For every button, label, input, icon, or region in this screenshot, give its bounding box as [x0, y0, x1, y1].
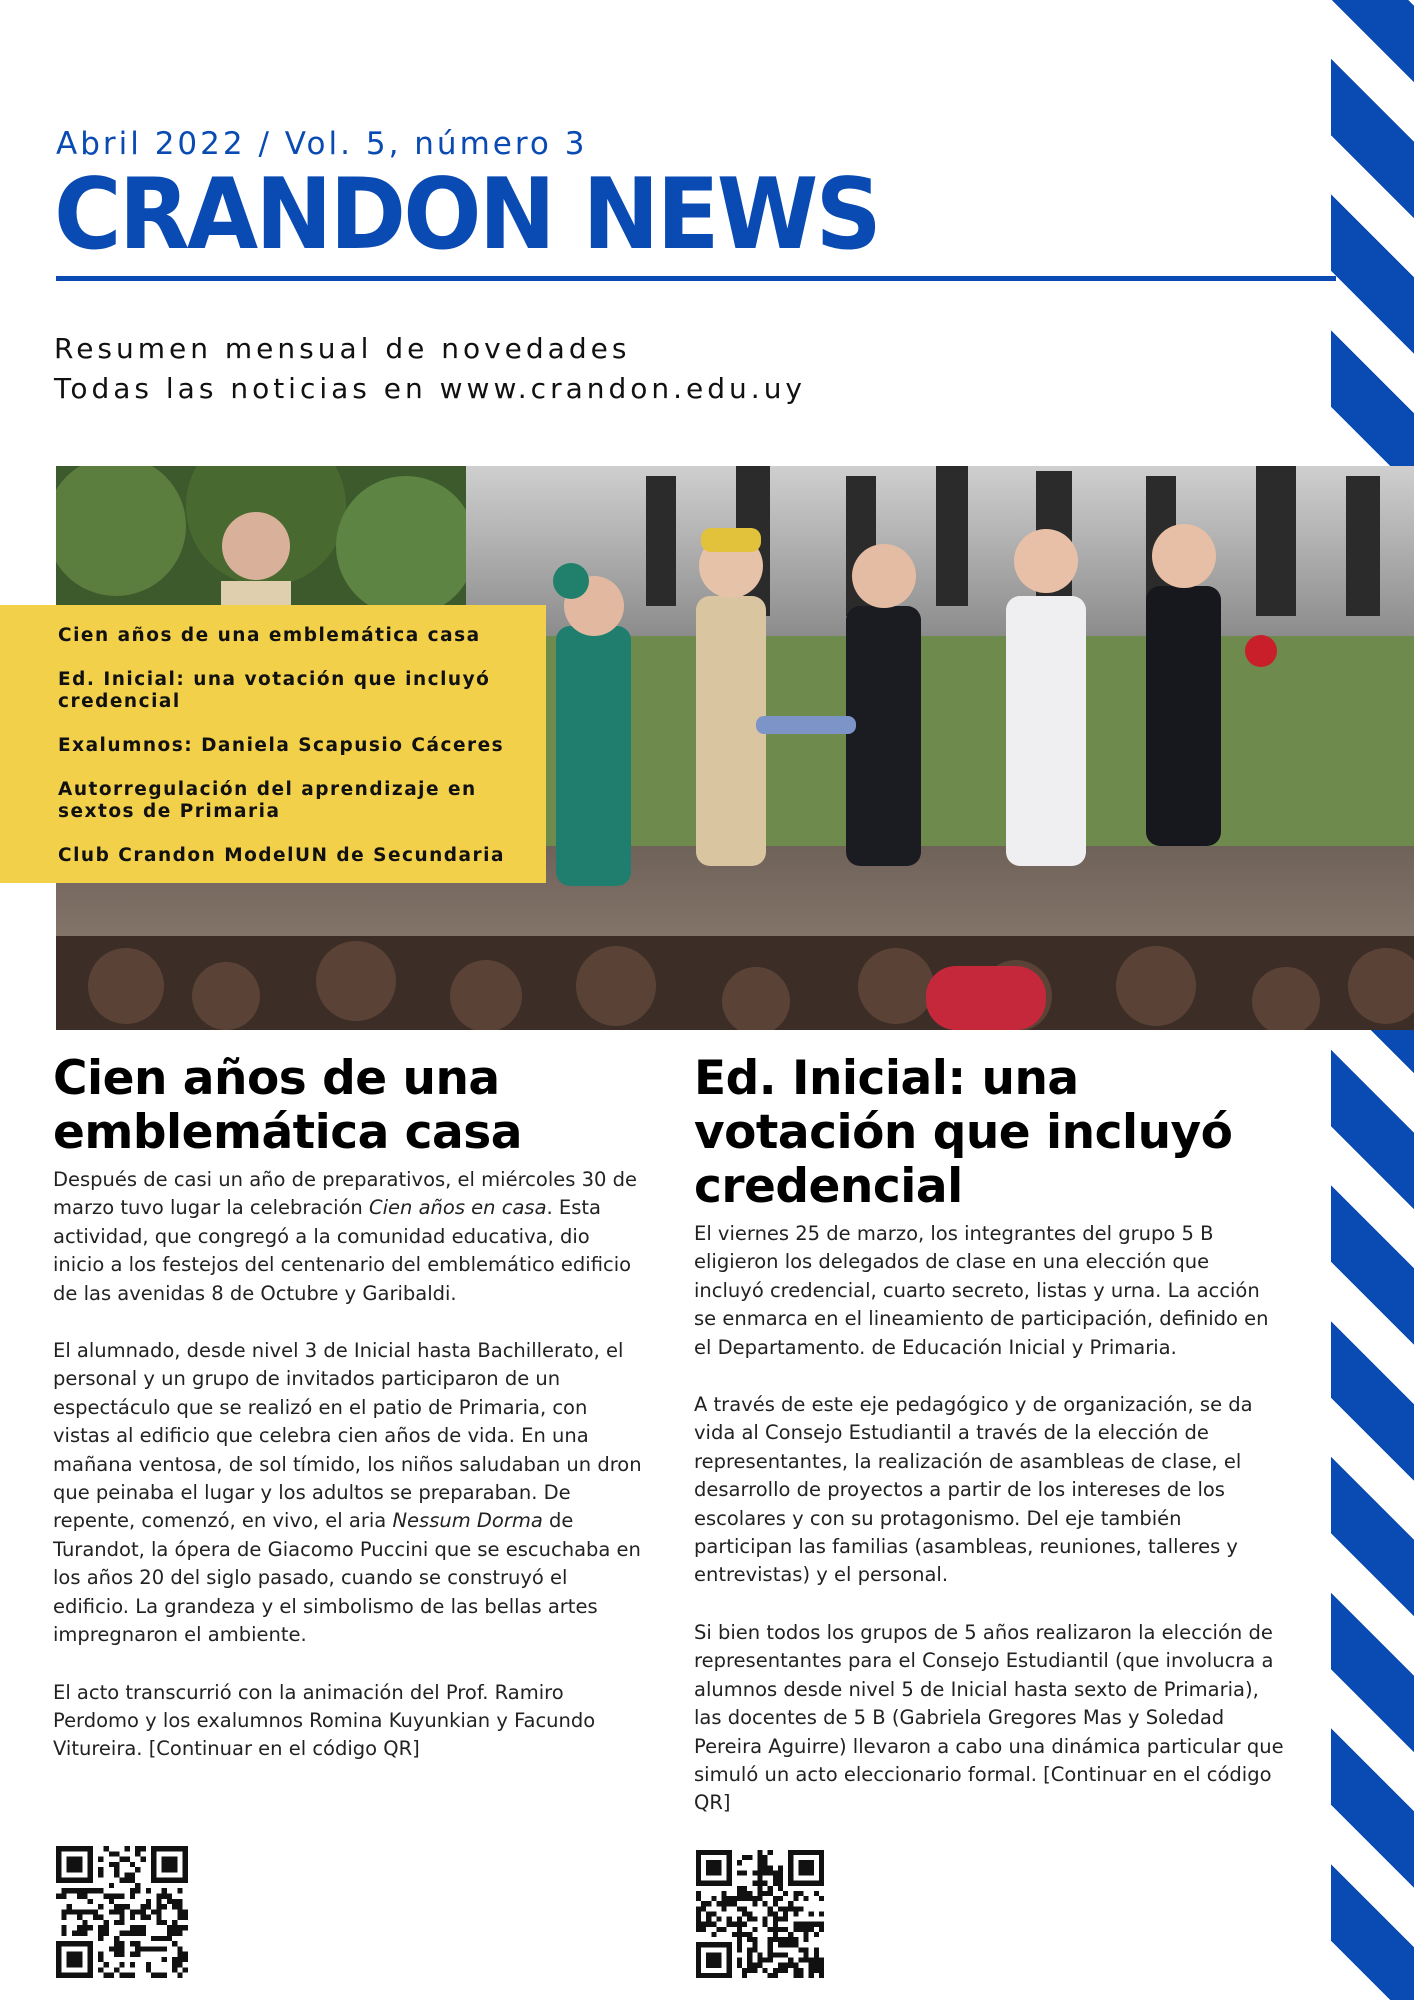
masthead-title: CRANDON NEWS: [54, 158, 880, 272]
article-paragraph: Después de casi un año de preparativos, el miércoles 30 de marzo tuvo lugar la celebración Cien años en casa. Esta actividad, que congregó a la comunidad educativa, dio inicio a los festejos del centenario del emblemático edificio de las avenidas 8 de Octubre y Garibaldi.: [53, 1168, 637, 1305]
article-title: Ed. Inicial: una votación que incluyó credencial: [694, 1051, 1233, 1214]
article-paragraph: A través de este eje pedagógico y de organización, se da vida al Consejo Estudiantil a través de la elección de representantes, la realización de asambleas de clase, el desarrollo de proyectos a partir de los intereses de los escolares y con su protagonismo. Del eje también participan las familias (asambleas, reuniones, talleres y entrevistas) y el personal.: [694, 1393, 1253, 1587]
toc-item[interactable]: Autorregulación del aprendizaje en sextos de Primaria: [58, 779, 477, 822]
tagline-website: Todas las noticias en www.crandon.edu.uy: [54, 372, 807, 405]
article-title: Cien años de una emblemática casa: [53, 1051, 522, 1160]
decorative-stripes-top: [1331, 0, 1414, 466]
toc-item[interactable]: Club Crandon ModelUN de Secundaria: [58, 845, 505, 866]
toc-item[interactable]: Ed. Inicial: una votación que incluyó credencial: [58, 669, 491, 712]
table-of-contents: [0, 605, 546, 883]
masthead-rule: [56, 276, 1336, 281]
article-centenary: [53, 1052, 643, 1793]
qr-code-icon[interactable]: [696, 1850, 824, 1978]
decorative-stripes-bottom: [1331, 1030, 1414, 2000]
tagline-summary: Resumen mensual de novedades: [54, 332, 631, 365]
article-paragraph: El acto transcurrió con la animación del Prof. Ramiro Perdomo y los exalumnos Romina Kuyunkian y Facundo Vitureira. [Continuar en el código QR]: [53, 1680, 596, 1761]
toc-item[interactable]: Cien años de una emblemática casa: [58, 625, 481, 646]
article-paragraph: El alumnado, desde nivel 3 de Inicial hasta Bachillerato, el personal y un grupo de invitados participaron de un espectáculo que se realizó en el patio de Primaria, con vistas al edificio que celebra cien años de vida. En una mañana ventosa, de sol tímido, los niños saludaban un dron que peinaba el lugar y los adultos se preparaban. De repente, comenzó, en vivo, el aria Nessum Dorma de Turandot, la ópera de Giacomo Puccini que se escuchaba en los años 20 del siglo pasado, cuando se construyó el edificio. La grandeza y el simbolismo de las bellas artes impregnaron el ambiente.: [53, 1339, 642, 1647]
qr-code-icon[interactable]: [56, 1846, 188, 1978]
article-paragraph: Si bien todos los grupos de 5 años realizaron la elección de representantes para el Consejo Estudiantil (que involucra a alumnos desde nivel 5 de Inicial hasta sexto de Primaria), las docentes de 5 B (Gabriela Gregores Mas y Soledad Pereira Aguirre) llevaron a cabo una dinámica particular que simuló un acto eleccionario formal. [Continuar en el código QR]: [694, 1620, 1284, 1815]
issue-line: Abril 2022 / Vol. 5, número 3: [56, 126, 588, 162]
article-paragraph: El viernes 25 de marzo, los integrantes del grupo 5 B eligieron los delegados de clase en una elección que incluyó credencial, cuarto secreto, listas y urna. La acción se enmarca en el lineamiento de participación, definido en el Departamento. de Educación Inicial y Primaria.: [694, 1222, 1269, 1359]
article-election: [694, 1052, 1284, 1847]
toc-item[interactable]: Exalumnos: Daniela Scapusio Cáceres: [58, 735, 505, 756]
